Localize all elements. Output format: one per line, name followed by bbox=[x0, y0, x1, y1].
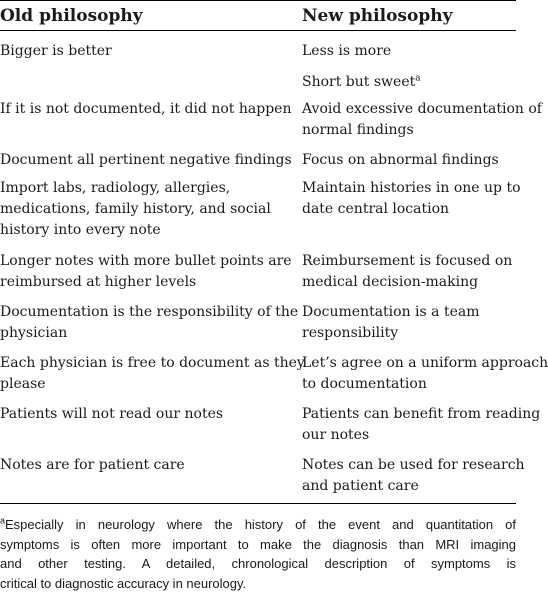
footnote-line: symptoms is often more important to make the diagnosis than MRI imaging bbox=[0, 536, 516, 552]
footnote-line: and other testing. A detailed, chronological description of symptoms is bbox=[0, 556, 516, 571]
cell-text: please bbox=[0, 376, 46, 392]
table-row bbox=[0, 178, 521, 251]
cell-text: date central location bbox=[302, 201, 450, 217]
cell-text: Avoid excessive documentation of bbox=[302, 101, 542, 117]
cell-text: and patient care bbox=[302, 478, 419, 494]
cell-text: our notes bbox=[302, 427, 370, 443]
cell-text: Let’s agree on a uniform approach bbox=[302, 355, 548, 371]
cell-text: Notes can be used for research bbox=[302, 457, 525, 473]
new-cell bbox=[302, 150, 516, 178]
cell-text: responsibility bbox=[302, 325, 399, 341]
table-footnote bbox=[0, 515, 516, 593]
cell-text: Less is more bbox=[302, 43, 392, 59]
old-cell bbox=[0, 455, 302, 505]
new-cell bbox=[302, 178, 521, 251]
cell-text: Longer notes with more bullet points are bbox=[0, 253, 292, 269]
table-header-row bbox=[0, 0, 516, 31]
cell-text: Reimbursement is focused on bbox=[302, 253, 513, 269]
old-cell bbox=[0, 353, 305, 404]
old-cell bbox=[0, 99, 302, 150]
footnote-line: critical to diagnostic accuracy in neurology. bbox=[0, 575, 247, 591]
table-body bbox=[0, 31, 548, 505]
table-row bbox=[0, 455, 525, 505]
cell-text: medications, family history, and social bbox=[0, 201, 271, 217]
footnote-text: Especially in neurology where the history of the event and quantitation of bbox=[5, 517, 516, 532]
old-cell bbox=[0, 404, 302, 455]
cell-text: medical decision-making bbox=[302, 274, 479, 290]
old-cell bbox=[0, 150, 302, 178]
cell-text: reimbursed at higher levels bbox=[0, 274, 197, 290]
table-row bbox=[0, 251, 516, 302]
table-row bbox=[0, 150, 516, 178]
cell-text: Each physician is free to document as they bbox=[0, 355, 305, 371]
table-row bbox=[0, 404, 541, 455]
cell-text: Documentation is the responsibility of the bbox=[0, 304, 299, 320]
footnote-marker: a bbox=[0, 515, 6, 526]
cell-text: Patients can benefit from reading bbox=[302, 406, 541, 422]
new-cell bbox=[302, 251, 516, 302]
cell-text: If it is not documented, it did not happen bbox=[0, 101, 292, 117]
cell-text: Import labs, radiology, allergies, bbox=[0, 180, 231, 196]
new-cell bbox=[302, 41, 516, 72]
new-cell bbox=[302, 302, 516, 353]
table-row bbox=[0, 302, 516, 353]
footnote-line bbox=[0, 515, 516, 535]
new-cell bbox=[302, 353, 548, 404]
cell-text: history into every note bbox=[0, 222, 161, 238]
table-row bbox=[0, 72, 516, 99]
cell-text: physician bbox=[0, 325, 68, 341]
old-cell bbox=[0, 251, 302, 302]
cell-text: Maintain histories in one up to bbox=[302, 180, 521, 196]
cell-text: Bigger is better bbox=[0, 43, 112, 59]
cell-text bbox=[302, 72, 516, 93]
column-header-new: New philosophy bbox=[302, 5, 453, 26]
new-cell bbox=[302, 99, 542, 150]
new-cell bbox=[302, 72, 516, 99]
new-cell bbox=[302, 455, 525, 505]
cell-text: normal findings bbox=[302, 122, 414, 138]
old-cell bbox=[0, 178, 302, 251]
old-cell bbox=[0, 72, 302, 99]
table-row bbox=[0, 41, 516, 72]
footnote-marker: a bbox=[415, 73, 421, 84]
cell-text: Patients will not read our notes bbox=[0, 406, 224, 422]
table-row bbox=[0, 99, 542, 150]
old-cell bbox=[0, 41, 302, 72]
cell-text: Notes are for patient care bbox=[0, 457, 185, 473]
cell-text-main: Short but sweet bbox=[302, 74, 416, 90]
table-bottom-rule bbox=[0, 503, 516, 504]
old-cell bbox=[0, 302, 302, 353]
new-cell bbox=[302, 404, 541, 455]
table-row bbox=[0, 353, 548, 404]
cell-text: Documentation is a team bbox=[302, 304, 480, 320]
cell-text: to documentation bbox=[302, 376, 427, 392]
column-header-old: Old philosophy bbox=[0, 5, 143, 26]
cell-text: Focus on abnormal findings bbox=[302, 152, 499, 168]
cell-text: Document all pertinent negative findings bbox=[0, 152, 292, 168]
